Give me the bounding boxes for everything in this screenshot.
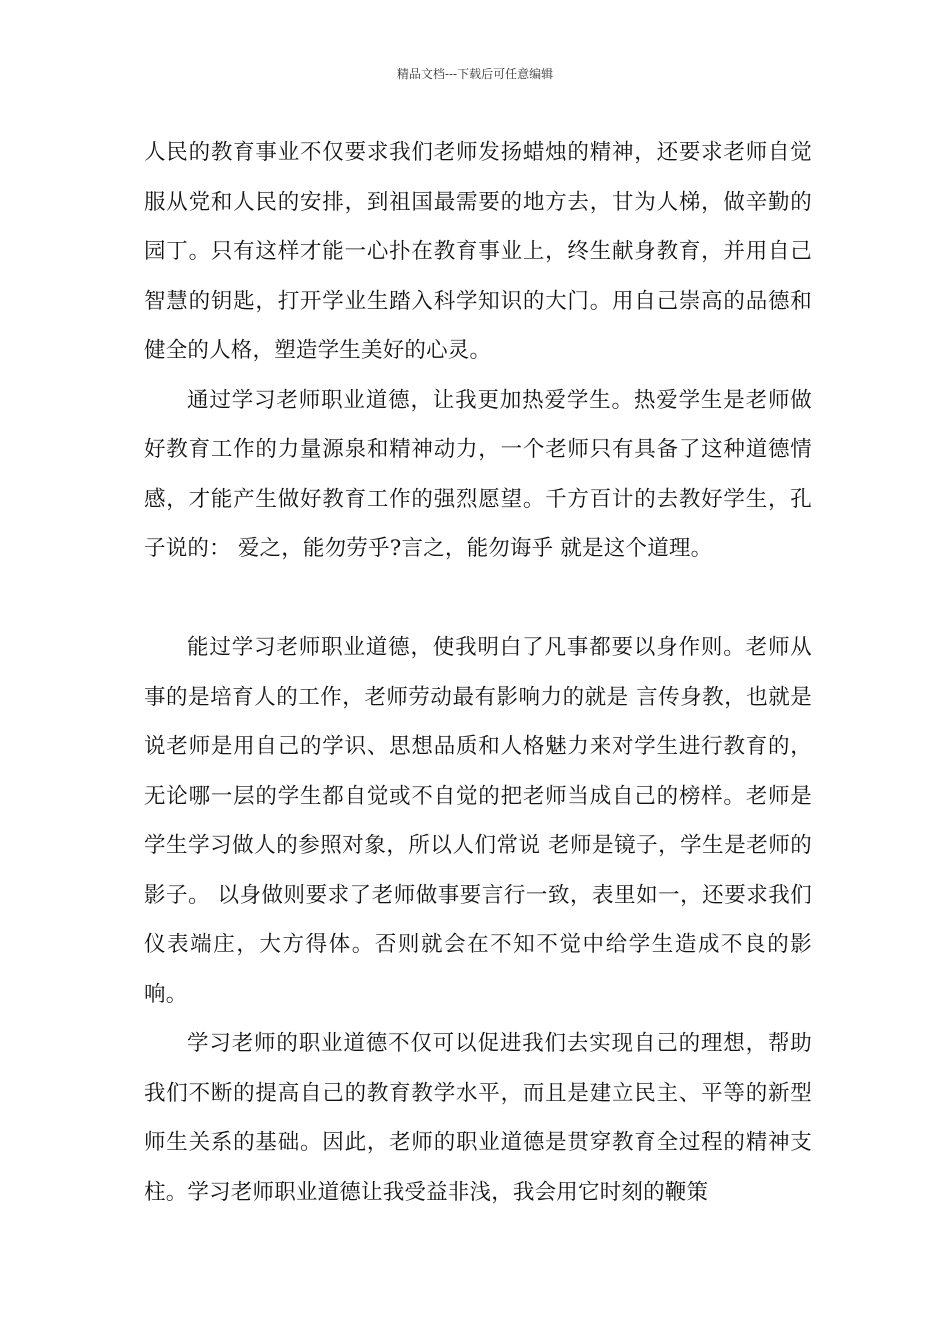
page-header: 精品文档---下载后可任意编辑 bbox=[396, 67, 554, 81]
paragraph-3: 能过学习老师职业道德，使我明白了凡事都要以身作则。老师从事的是培育人的工作，老师劳动最有影响力的就是 言传身教，也就是说老师是用自己的学识、思想品质和人格魅力来对学生进行教育的，无论哪一层的学生都自觉或不自觉的把老师当成自己的榜样。老师是学生学习做人的参照对象，所以人们常说 老师是镜子，学生是老师的影子。 以身做则要求了老师做事要言行一致，表里如一，还要求我们仪表端庄，大方得体。否则就会在不知不觉中给学生造成不良的影响。 bbox=[144, 635, 812, 1007]
paragraph-2: 通过学习老师职业道德，让我更加热爱学生。热爱学生是老师做好教育工作的力量源泉和精神动力，一个老师只有具备了这种道德情感，才能产生做好教育工作的强烈愿望。千方百计的去教好学生，孔子说的： 爱之，能勿劳乎?言之，能勿诲乎 就是这个道理。 bbox=[144, 387, 812, 561]
paragraph-1: 人民的教育事业不仅要求我们老师发扬蜡烛的精神，还要求老师自觉服从党和人民的安排，到祖国最需要的地方去，甘为人梯，做辛勤的园丁。只有这样才能一心扑在教育事业上，终生献身教育，并用自己智慧的钥匙，打开学业生踏入科学知识的大门。用自己崇高的品德和健全的人格，塑造学生美好的心灵。 bbox=[144, 140, 812, 363]
document-body bbox=[144, 128, 812, 1217]
paragraph-4: 学习老师的职业道德不仅可以促进我们去实现自己的理想，帮助我们不断的提高自己的教育教学水平，而且是建立民主、平等的新型师生关系的基础。因此，老师的职业道德是贯穿教育全过程的精神支柱。学习老师职业道德让我受益非浅，我会用它时刻的鞭策 bbox=[144, 1031, 812, 1205]
